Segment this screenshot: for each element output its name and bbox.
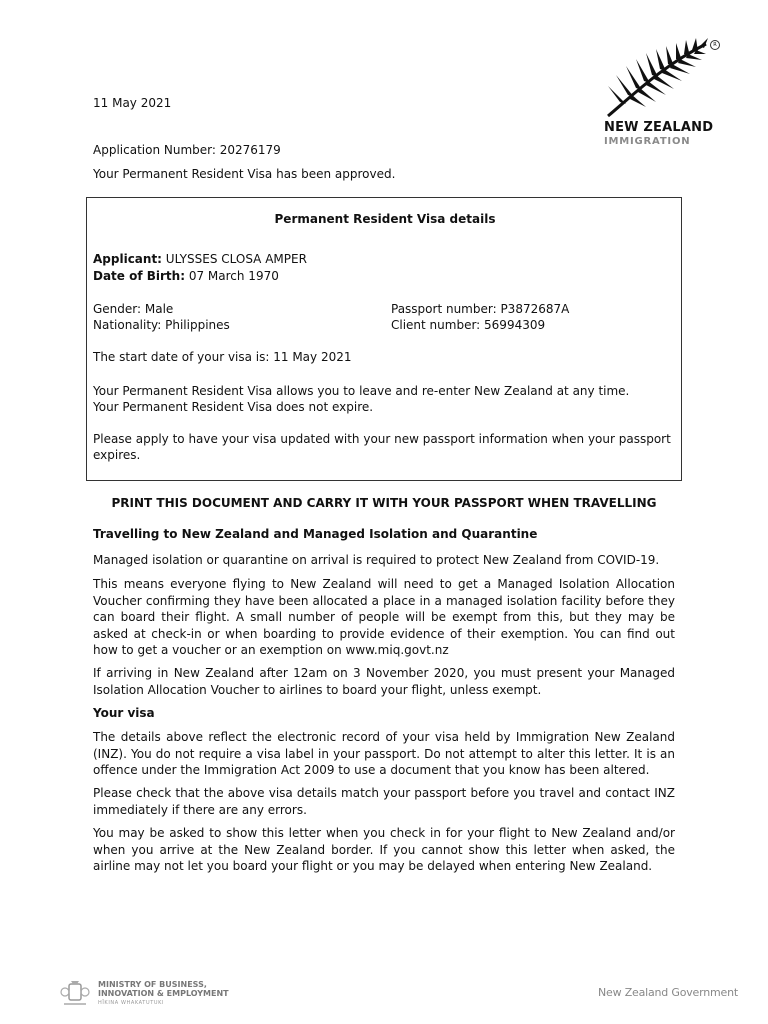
expiry-statement: Your Permanent Resident Visa does not expire.	[93, 400, 374, 414]
immigration-nz-logo	[598, 36, 720, 156]
passport-number: Passport number: P3872687A	[391, 302, 570, 316]
dob-label: Date of Birth:	[93, 269, 186, 283]
coat-of-arms-icon	[60, 978, 90, 1008]
approval-statement: Your Permanent Resident Visa has been approved.	[93, 167, 396, 181]
miq-paragraph-2: This means everyone flying to New Zealand will need to get a Managed Isolation Allocation Voucher confirming they have been allocated a place in a managed isolation facility before they can board their flight. A small number of people will be exempt from this, but they may be asked at check-in or when boarding to provide evidence of their exemption. You can find out how to get a voucher or an exemption on www.miq.govt.nz	[93, 577, 675, 657]
reentry-statement: Your Permanent Resident Visa allows you to leave and re-enter New Zealand at any time.	[93, 384, 630, 398]
logo-title: NEW ZEALAND	[604, 120, 714, 135]
nationality: Nationality: Philippines	[93, 318, 230, 332]
miq-paragraph-3: If arriving in New Zealand after 12am on 3 November 2020, you must present your Managed Isolation Allocation Voucher to airlines to board your flight, unless exempt.	[93, 666, 675, 697]
ministry-line-2: INNOVATION & EMPLOYMENT	[98, 989, 229, 998]
applicant-label: Applicant:	[93, 252, 162, 266]
mbie-footer-logo	[60, 978, 260, 1008]
visa-paragraph-3: You may be asked to show this letter when you check in for your flight to New Zealand and/or when you arrive at the New Zealand border. If you cannot show this letter when asked, the airline may not let you board your flight or you may be delayed when entering New Zealand.	[93, 826, 675, 873]
gender: Gender: Male	[93, 302, 174, 316]
application-number: Application Number: 20276179	[93, 143, 281, 157]
passport-update-line1: Please apply to have your visa updated with your new passport information when your passport	[93, 432, 671, 446]
visa-start-date: The start date of your visa is: 11 May 2021	[93, 350, 352, 364]
miq-paragraph-1: Managed isolation or quarantine on arrival is required to protect New Zealand from COVID-19.	[93, 553, 660, 567]
nz-government-logo: New Zealand Government	[598, 986, 738, 999]
logo-subtitle: IMMIGRATION	[604, 136, 691, 147]
your-visa-heading: Your visa	[93, 706, 155, 720]
ministry-line-1: MINISTRY OF BUSINESS,	[98, 980, 207, 989]
miq-heading: Travelling to New Zealand and Managed Isolation and Quarantine	[93, 527, 538, 541]
visa-details-heading: Permanent Resident Visa details	[274, 212, 496, 226]
visa-paragraph-1: The details above reflect the electronic record of your visa held by Immigration New Zealand (INZ). You do not require a visa label in your passport. Do not attempt to alter this letter. It is an offence under the Immigration Act 2009 to use a document that you know has been altered.	[93, 730, 675, 777]
dob-row	[93, 268, 279, 285]
applicant-row	[93, 251, 307, 268]
visa-details-box	[86, 197, 682, 481]
ministry-maori-name: HĪKINA WHAKATUTUKI	[98, 1000, 165, 1006]
ministry-name	[98, 980, 229, 998]
letter-date: 11 May 2021	[93, 96, 172, 110]
print-instruction: PRINT THIS DOCUMENT AND CARRY IT WITH YOUR PASSPORT WHEN TRAVELLING	[111, 496, 657, 510]
dob-value: 07 March 1970	[185, 269, 279, 283]
registered-mark-icon: R	[710, 40, 720, 50]
visa-paragraph-2: Please check that the above visa details match your passport before you travel and contact INZ immediately if there are any errors.	[93, 786, 675, 817]
silver-fern-icon	[602, 36, 712, 118]
applicant-value: ULYSSES CLOSA AMPER	[161, 252, 307, 266]
passport-update-line2: expires.	[93, 448, 141, 462]
client-number: Client number: 56994309	[391, 318, 546, 332]
